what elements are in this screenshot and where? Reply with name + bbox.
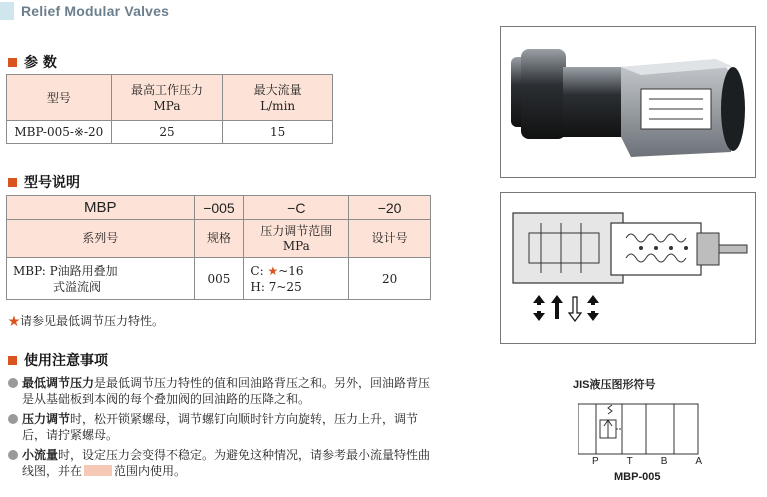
header-bar [0, 0, 767, 24]
jis-port-labels: P T B A [592, 456, 702, 467]
code-size: −005 [194, 196, 244, 220]
bullet-icon [8, 414, 18, 424]
params-table [6, 74, 333, 144]
section-square-icon [8, 178, 17, 187]
label-row [7, 220, 431, 258]
bullet-icon [8, 378, 18, 388]
page-title: Relief Modular Valves [21, 3, 170, 19]
label-series: 系列号 [7, 220, 195, 258]
valve-cross-section-drawing-icon [501, 193, 755, 343]
label-pressure: 压力调节范围 MPa [244, 220, 349, 258]
cell-flow: 15 [223, 121, 333, 144]
list-item: 小流量时，设定压力会变得不稳定。为避免这种情况，请参考最小流量特性曲线图，并在 范围内使用。 [8, 447, 438, 479]
code-design: −20 [349, 196, 431, 220]
highlight-swatch [84, 465, 112, 476]
star-icon: ★ [267, 263, 279, 278]
col-pressure: 最高工作压力 MPa [111, 75, 223, 121]
label-size: 规格 [194, 220, 244, 258]
section-square-icon [8, 356, 17, 365]
jis-title: JIS液压图形符号 [573, 379, 656, 391]
section-square-icon [8, 58, 17, 67]
value-size: 005 [194, 258, 244, 300]
flow-direction-arrows-icon [533, 295, 599, 321]
relief-valve-photo-icon [501, 27, 755, 177]
model-code-table [6, 195, 431, 300]
label-design: 设计号 [349, 220, 431, 258]
value-series: MBP: P油路用叠加 式溢流阀 [7, 258, 195, 300]
col-model: 型号 [7, 75, 112, 121]
table-row [7, 121, 333, 144]
list-item: 压力调节时，松开锁紧螺母，调节螺钉向顺时针方向旋转，压力上升，调节后，请拧紧螺母。 [8, 411, 438, 443]
cross-section-drawing [500, 192, 756, 344]
star-icon: ★ [8, 314, 21, 328]
code-pressure: −C [244, 196, 349, 220]
code-series: MBP [7, 196, 195, 220]
model-code-heading: 型号说明 [8, 172, 80, 192]
jis-caption: MBP-005 [614, 471, 661, 483]
value-row [7, 258, 431, 300]
header-accent [0, 2, 14, 20]
params-heading: 参 数 [8, 52, 57, 72]
cell-model: MBP-005-※-20 [7, 121, 112, 144]
jis-symbol [578, 402, 708, 474]
cell-pressure: 25 [111, 121, 223, 144]
value-design: 20 [349, 258, 431, 300]
col-flow: 最大流量 L/min [223, 75, 333, 121]
list-item: 最低调节压力是最低调节压力特性的值和回油路背压之和。另外，回油路背压是从基础板到本阀的每个叠加阀的回油路的压降之和。 [8, 375, 438, 407]
usage-list [8, 375, 438, 483]
code-row [7, 196, 431, 220]
valve-photo [500, 26, 756, 178]
params-header-row [7, 75, 333, 121]
value-pressure: C: ★~16 H: 7~25 [244, 258, 349, 300]
footnote: ★请参见最低调节压力特性。 [8, 314, 165, 328]
bullet-icon [8, 450, 18, 460]
usage-heading: 使用注意事项 [8, 350, 108, 370]
